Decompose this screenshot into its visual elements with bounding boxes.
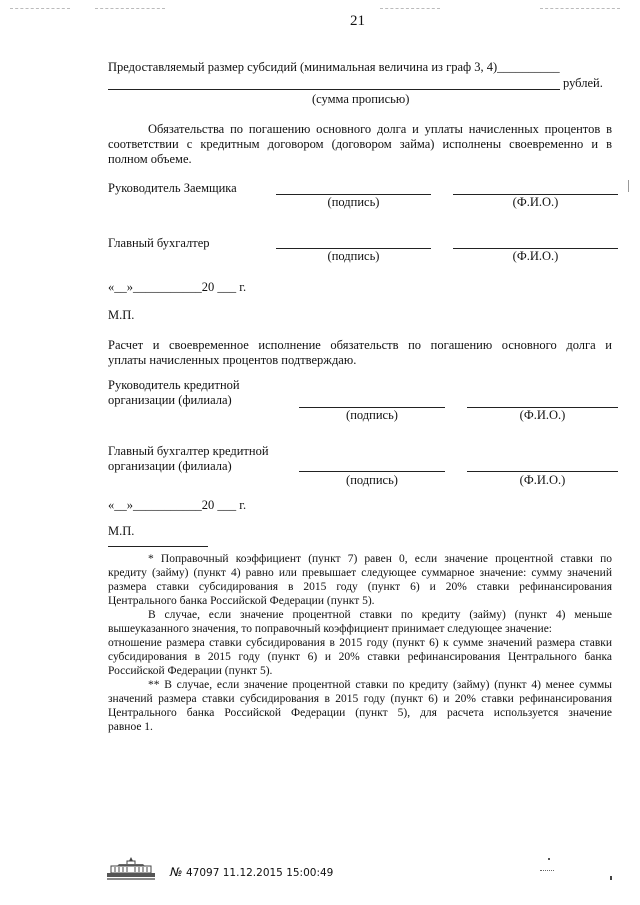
subsidy-amount-line [108,89,560,90]
footnote-2-line-2: вышеуказанного значения, то поправочный коэффициент принимает следующее значение: [108,623,553,635]
bank-accountant-name-line [467,471,618,472]
subsidy-currency: рублей. [563,76,603,90]
scan-speck [628,180,629,192]
borrower-head-label: Руководитель Заемщика [108,181,237,195]
bank-accountant-label-1: Главный бухгалтер кредитной [108,444,269,458]
footnote-2-line-1: В случае, если значение процентной ставки по кредиту (займу) (пункт 4) меньше [148,609,612,621]
bank-head-label-1: Руководитель кредитной [108,378,240,392]
footnote-1-line-4: Центрального банка Российской Федерации (пункт 5). [108,595,375,607]
subsidy-line: Предоставляемый размер субсидий (минимальная величина из граф 3, 4)__________ [108,60,560,74]
name-caption: (Ф.И.О.) [512,249,559,263]
footnote-2-line-4: субсидирования в 2015 году (пункт 6) и 20% ставки рефинансирования Центрального банка [108,651,612,663]
bank-head-label-2: организации (филиала) [108,393,232,407]
scan-artifact-line [380,8,440,9]
borrower-stamp: М.П. [108,308,135,322]
borrower-accountant-label: Главный бухгалтер [108,236,210,250]
government-logo-icon [103,855,159,881]
signature-caption: (подпись) [346,473,398,487]
document-stamp-text: 47097 11.12.2015 15:00:49 [186,867,334,879]
footnote-3-line-3: Центрального банка Российской Федерации (пункт 5), для расчета используется значение [108,707,612,719]
footnote-1-line-2: кредиту (займу) (пункт 4) равно или превышает следующее суммарное значение: сумму значений [108,567,612,579]
subsidy-caption: (сумма прописью) [312,92,410,106]
bank-date-line: «__»___________20 ___ г. [108,498,247,512]
bank-stamp: М.П. [108,524,135,538]
name-caption: (Ф.И.О.) [519,473,566,487]
page-number: 21 [350,13,365,29]
scan-speck [610,876,612,880]
scan-artifact-line [10,8,70,9]
footnote-separator [108,546,208,547]
signature-caption: (подпись) [327,195,380,209]
scan-artifact-line [540,8,620,9]
obligations-line-2: соответствии с кредитным договором (договором займа) исполнены своевременно и в [108,137,612,151]
borrower-date-line: «__»___________20 ___ г. [108,280,247,294]
footnote-1-line-3: размера ставки субсидирования в 2015 году (пункт 6) и 20% ставки рефинансирования [108,581,612,593]
scan-speck [540,870,554,872]
footnote-3-line-4: равное 1. [108,721,153,733]
footnote-1-line-1: * Поправочный коэффициент (пункт 7) равен 0, если значение процентной ставки по [148,553,612,565]
scan-artifact-line [95,8,165,9]
confirmation-line-1: Расчет и своевременное исполнение обязательств по погашению основного долга и [108,338,612,352]
signature-caption: (подпись) [346,408,398,422]
footnote-2-line-5: Российской Федерации (пункт 5). [108,665,273,677]
number-sign-icon: № [170,865,183,879]
name-caption: (Ф.И.О.) [512,195,559,209]
name-caption: (Ф.И.О.) [519,408,566,422]
footnote-2-line-3: отношение размера ставки субсидирования в 2015 году (пункт 6) к сумме значений размера ставки [108,637,612,649]
footnote-3-line-2: значений размера ставки субсидирования в 2015 году (пункт 6) и 20% ставки рефинансирования [108,693,612,705]
footnote-3-line-1: ** В случае, если значение процентной ставки по кредиту (займу) (пункт 4) менее суммы [148,679,612,691]
confirmation-line-2: уплаты начисленных процентов подтверждаю. [108,353,357,367]
obligations-line-3: полном объеме. [108,152,192,166]
signature-caption: (подпись) [327,249,380,263]
obligations-line-1: Обязательства по погашению основного долга и уплаты начисленных процентов в [148,122,612,136]
bank-accountant-signature-line [299,471,445,472]
bank-accountant-label-2: организации (филиала) [108,459,232,473]
scan-speck [548,858,550,860]
